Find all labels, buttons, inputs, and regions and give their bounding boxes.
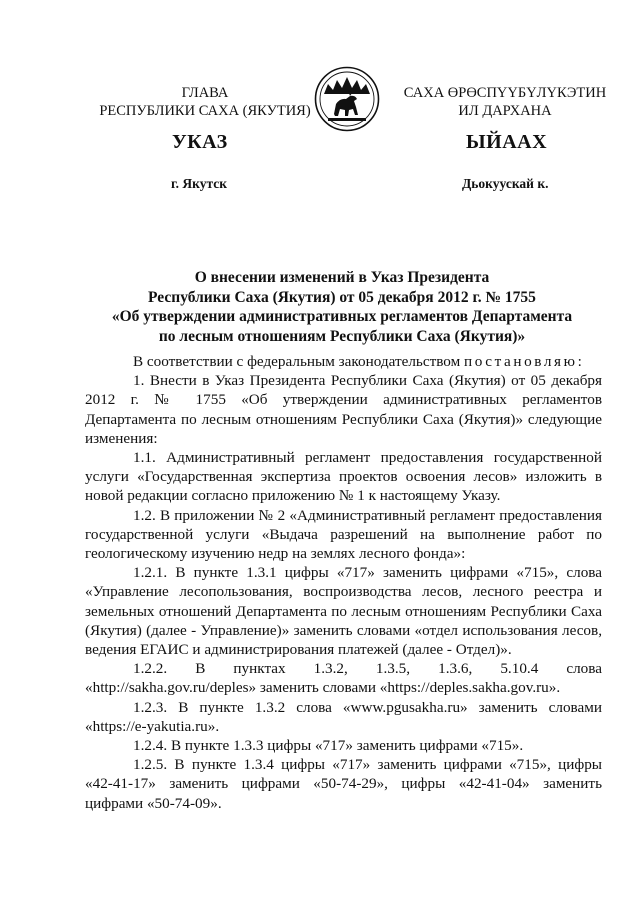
document-title-line1: О внесении изменений в Указ Президента (194, 269, 490, 286)
header-left (85, 84, 325, 120)
coat-of-arms-icon (314, 66, 380, 132)
title-ru: УКАЗ (172, 131, 228, 153)
intro-text: В соответствии с федеральным законодательством (133, 353, 464, 370)
paragraph-1-2: 1.2. В приложении № 2 «Административный регламент предоставления государственной услуги «Выдача разрешений на выполнение работ по геологическому изучению недр на землях лесного фонда»: (85, 506, 602, 563)
header-left-line2: РЕСПУБЛИКИ САХА (ЯКУТИЯ) (99, 103, 311, 119)
paragraph-1-2-1: 1.2.1. В пункте 1.3.1 цифры «717» заменить цифрами «715», слова «Управление лесопользования, воспроизводства лесов, лесного реестра и земельных отношений Департамента по лесным отношениям Республики Саха (Якутия) (далее - Управление)» заменить словами «отдел использования лесов, ведения ЕГАИС и администрирования платежей (далее - Отдел)». (85, 564, 602, 659)
paragraph-1-2-2: 1.2.2. В пунктах 1.3.2, 1.3.5, 1.3.6, 5.10.4 слова «http://sakha.gov.ru/deples» заменить словами «https://deples.sakha.gov.ru». (85, 660, 602, 697)
paragraph-intro (85, 352, 602, 371)
paragraph-1-2-3: 1.2.3. В пункте 1.3.2 слова «www.pgusakha.ru» заменить словами «https://e-yakutia.ru». (85, 698, 602, 735)
paragraph-1: 1. Внести в Указ Президента Республики Саха (Якутия) от 05 декабря 2012 г. № 1755 «Об утверждении административных регламентов Департамента по лесным отношениям Республики Саха (Якутия)» следующие изменения: (85, 372, 602, 447)
paragraph-1-1: 1.1. Административный регламент предоставления государственной услуги «Государственная экспертиза проектов освоения лесов» изложить в новой редакции согласно приложению № 1 к настоящему Указу. (85, 449, 602, 505)
place-sakha: Дьокуускай к. (462, 176, 549, 191)
document-title-line2: Республики Саха (Якутия) от 05 декабря 2012 г. № 1755 (148, 288, 536, 306)
header-right-line2: ИЛ ДАРХАНА (458, 103, 552, 119)
intro-decree: постановляю: (463, 353, 585, 370)
place-ru: г. Якутск (171, 176, 228, 191)
header-right (395, 84, 615, 120)
document-title-line3: «Об утверждении административных регламентов Департамента (111, 308, 573, 325)
header-right-line1: САХА ӨРӨСПҮҮБҮЛҮКЭТИН (403, 85, 607, 101)
paragraph-1-2-4: 1.2.4. В пункте 1.3.3 цифры «717» заменить цифрами «715». (133, 737, 524, 755)
document-title (80, 268, 604, 346)
document-body (85, 352, 602, 813)
title-sakha: ЫЙААХ (466, 131, 548, 153)
document-title-line4: по лесным отношениям Республики Саха (Якутия)» (158, 327, 526, 345)
paragraph-1-2-5: 1.2.5. В пункте 1.3.4 цифры «717» заменить цифрами «715», цифры «42-41-17» заменить цифрами «50-74-29», цифры «42-41-04» заменить цифрами «50-74-09». (85, 756, 602, 812)
header-left-line1: ГЛАВА (181, 85, 229, 101)
